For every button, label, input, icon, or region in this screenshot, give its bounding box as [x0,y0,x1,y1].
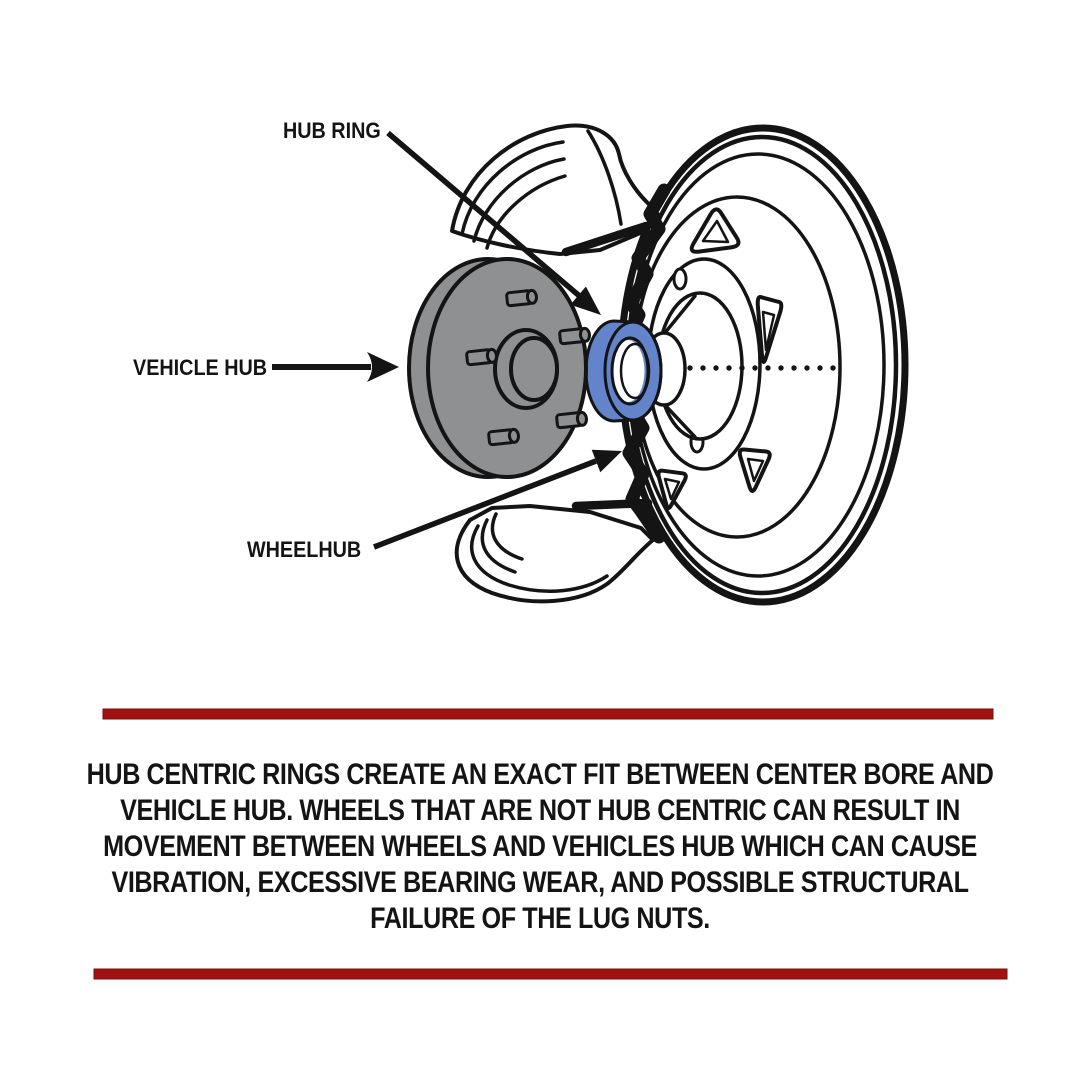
info-line-2: VEHICLE HUB. WHEELS THAT ARE NOT HUB CENTRIC CAN RESULT IN [120,792,960,827]
lug-stud-top [506,290,537,306]
hub-ring-label: HUB RING [282,119,381,144]
divider-bar-bottom [94,969,1007,979]
lug-stud-lower-right [556,412,587,428]
vehicle-hub-illustration [409,259,590,477]
info-line-1: HUB CENTRIC RINGS CREATE AN EXACT FIT BETWEEN CENTER BORE AND [86,756,994,791]
vehicle-hub-center-bore [511,338,557,400]
wheel-lug-hole-top [674,269,686,289]
info-line-5: FAILURE OF THE LUG NUTS. [370,900,710,935]
hub-ring-illustration [586,321,661,421]
wheelhub-label: WHEELHUB [246,538,362,563]
info-line-4: VIBRATION, EXCESSIVE BEARING WEAR, AND POSSIBLE STRUCTURAL [111,864,969,899]
lug-stud-upper-right [559,328,590,344]
vehicle-hub-label: VEHICLE HUB [133,356,268,381]
lug-stud-bottom [488,429,519,445]
lug-stud-left [466,349,497,365]
info-line-3: MOVEMENT BETWEEN WHEELS AND VEHICLES HUB WHICH CAN CAUSE [103,828,977,863]
divider-bar-top [103,709,993,719]
